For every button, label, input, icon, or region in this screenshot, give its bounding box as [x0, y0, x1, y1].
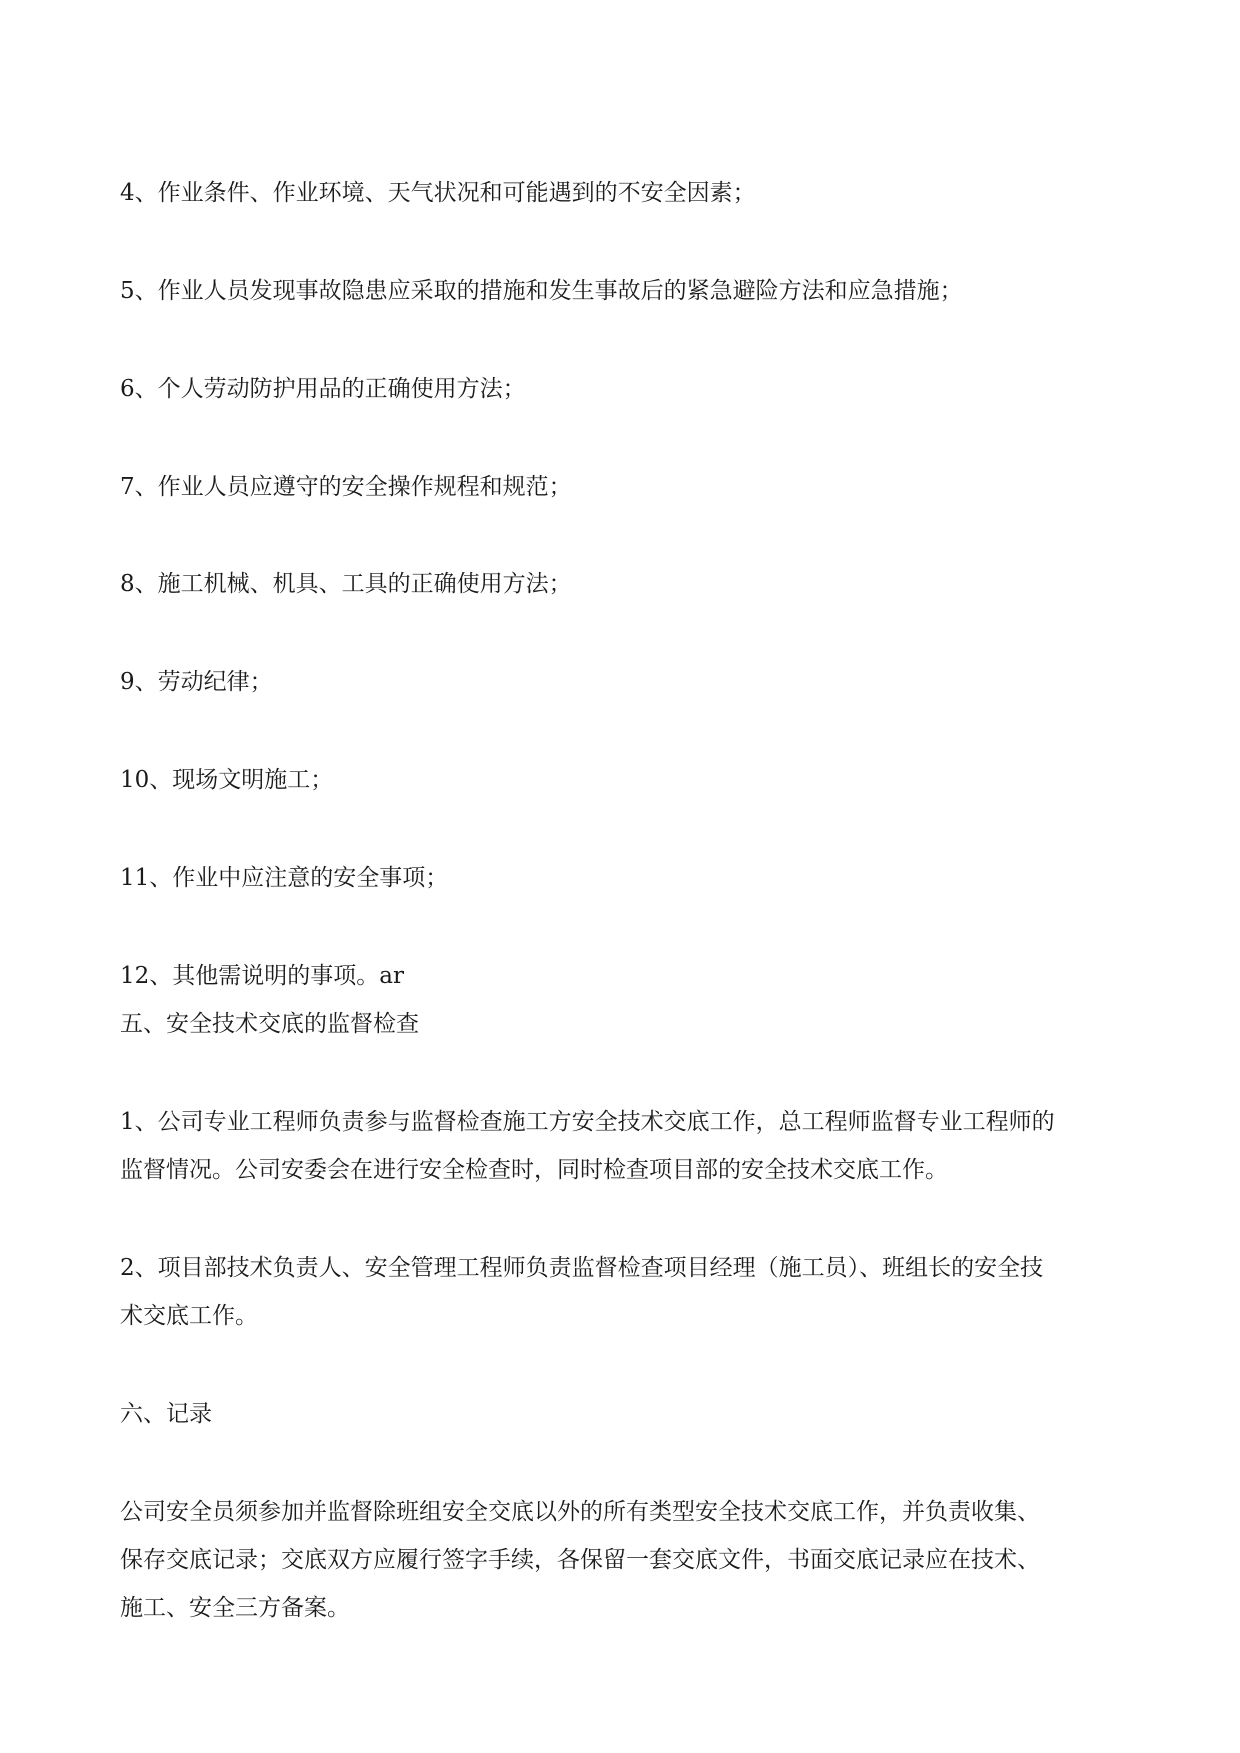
supervision-paragraph-2-line-1: 2、项目部技术负责人、安全管理工程师负责监督检查项目经理（施工员）、班组长的安全技 — [120, 1255, 1044, 1281]
records-paragraph-line-1: 公司安全员须参加并监督除班组安全交底以外的所有类型安全技术交底工作，并负责收集、 — [120, 1499, 1040, 1525]
section-heading-records: 六、记录 — [120, 1401, 212, 1427]
records-paragraph-line-3: 施工、安全三方备案。 — [120, 1595, 350, 1621]
section-heading-supervision: 五、安全技术交底的监督检查 — [120, 1011, 419, 1037]
supervision-paragraph-1-line-1: 1、公司专业工程师负责参与监督检查施工方安全技术交底工作，总工程师监督专业工程师的 — [120, 1109, 1055, 1135]
records-paragraph-line-2: 保存交底记录；交底双方应履行签字手续，各保留一套交底文件，书面交底记录应在技术、 — [120, 1547, 1040, 1573]
supervision-paragraph-1-line-2: 监督情况。公司安委会在进行安全检查时，同时检查项目部的安全技术交底工作。 — [120, 1157, 948, 1183]
list-item-9: 9、劳动纪律； — [120, 669, 273, 695]
list-item-5: 5、作业人员发现事故隐患应采取的措施和发生事故后的紧急避险方法和应急措施； — [120, 278, 963, 304]
list-item-7: 7、作业人员应遵守的安全操作规程和规范； — [120, 474, 572, 500]
list-item-11: 11、作业中应注意的安全事项； — [120, 865, 449, 891]
list-item-4: 4、作业条件、作业环境、天气状况和可能遇到的不安全因素； — [120, 180, 756, 206]
list-item-12: 12、其他需说明的事项。ar — [120, 963, 404, 989]
list-item-8: 8、施工机械、机具、工具的正确使用方法； — [120, 571, 572, 597]
list-item-10: 10、现场文明施工； — [120, 767, 334, 793]
supervision-paragraph-2-line-2: 术交底工作。 — [120, 1303, 258, 1329]
list-item-6: 6、个人劳动防护用品的正确使用方法； — [120, 376, 526, 402]
